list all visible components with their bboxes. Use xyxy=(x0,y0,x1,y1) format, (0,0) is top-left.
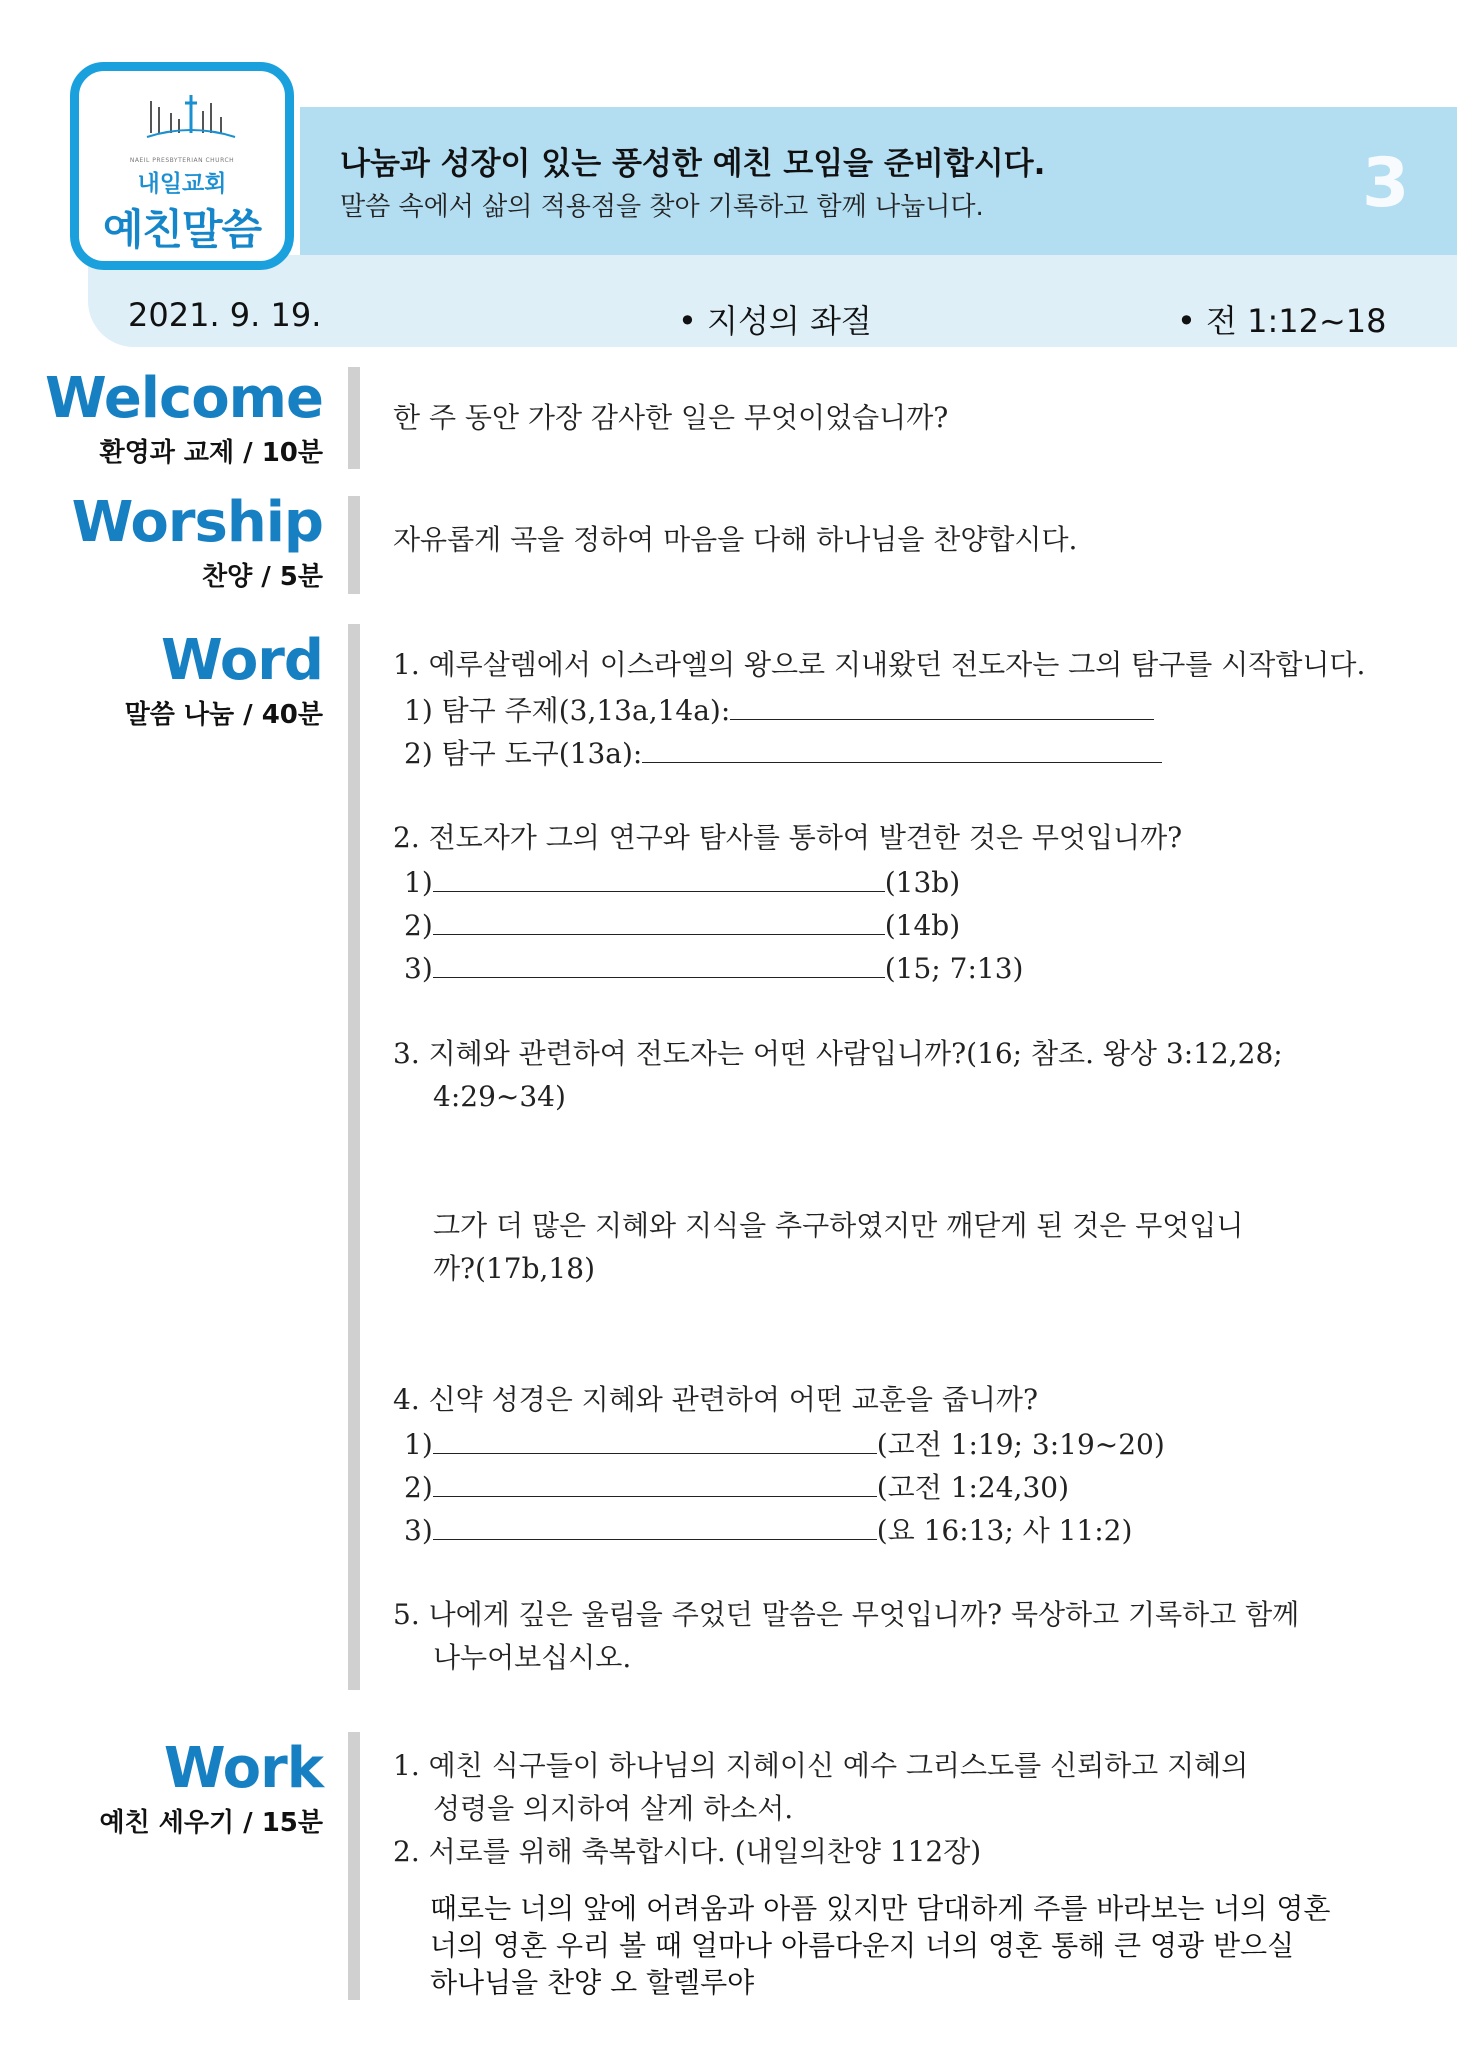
hymn-line: 때로는 너의 앞에 어려움과 아픔 있지만 담대하게 주를 바라보는 너의 영혼 xyxy=(430,1892,1331,1925)
work-subtitle: 예친 세우기 / 15분 xyxy=(99,1808,323,1838)
answer-blank[interactable] xyxy=(433,1472,877,1497)
question-4-1: 1) (고전 1:19; 3:19~20) xyxy=(404,1428,1165,1461)
question-3-line1: 3. 지혜와 관련하여 전도자는 어떤 사람입니까?(16; 참조. 왕상 3:12,28; xyxy=(393,1037,1283,1070)
word-title: Word xyxy=(161,628,323,693)
hymn-lyrics xyxy=(430,1890,1330,2001)
answer-blank[interactable] xyxy=(433,1429,877,1454)
question-3-line2: 4:29~34) xyxy=(433,1080,566,1113)
answer-blank[interactable] xyxy=(433,953,885,978)
church-logo-icon xyxy=(145,93,237,141)
welcome-text: 한 주 동안 가장 감사한 일은 무엇이었습니까? xyxy=(393,401,949,434)
logo-small-text: NAEIL PRESBYTERIAN CHURCH xyxy=(129,157,235,164)
work-title: Work xyxy=(163,1736,323,1801)
question-4: 4. 신약 성경은 지혜와 관련하여 어떤 교훈을 줍니까? xyxy=(393,1383,1038,1416)
question-5-line2: 나누어보십시오. xyxy=(433,1641,632,1674)
welcome-subtitle: 환영과 교제 / 10분 xyxy=(99,438,323,468)
answer-blank[interactable] xyxy=(433,910,885,935)
prayer-1-line1: 1. 예친 식구들이 하나님의 지혜이신 예수 그리스도를 신뢰하고 지혜의 xyxy=(393,1749,1249,1782)
question-3b-line1: 그가 더 많은 지혜와 지식을 추구하였지만 깨닫게 된 것은 무엇입니 xyxy=(433,1209,1244,1242)
answer-blank[interactable] xyxy=(433,867,885,892)
work-bar xyxy=(348,1732,360,2000)
welcome-bar xyxy=(348,367,360,469)
logo-church-name: 내일교회 xyxy=(137,171,227,197)
question-3b-line2: 까?(17b,18) xyxy=(433,1252,595,1285)
header-title: 나눔과 성장이 있는 풍성한 예친 모임을 준비합시다. xyxy=(340,146,1046,182)
page-number: 3 xyxy=(1362,144,1410,223)
question-2-3: 3) (15; 7:13) xyxy=(404,952,1024,985)
question-2-1: 1) (13b) xyxy=(404,866,961,899)
worship-text: 자유롭게 곡을 정하여 마음을 다해 하나님을 찬양합시다. xyxy=(393,523,1078,556)
prayer-1-line2: 성령을 의지하여 살게 하소서. xyxy=(433,1792,794,1825)
question-5-line1: 5. 나에게 깊은 울림을 주었던 말씀은 무엇입니까? 묵상하고 기록하고 함께 xyxy=(393,1598,1300,1631)
question-4-2: 2) (고전 1:24,30) xyxy=(404,1471,1070,1504)
prayer-2: 2. 서로를 위해 축복합시다. (내일의찬양 112장) xyxy=(393,1835,982,1868)
header-subtitle: 말씀 속에서 삶의 적용점을 찾아 기록하고 함께 나눕니다. xyxy=(340,192,984,222)
question-2-2: 2) (14b) xyxy=(404,909,961,942)
answer-blank[interactable] xyxy=(433,1515,877,1540)
word-subtitle: 말씀 나눔 / 40분 xyxy=(124,700,323,730)
question-4-3: 3) (요 16:13; 사 11:2) xyxy=(404,1514,1133,1547)
scripture-reference: • 전 1:12~18 xyxy=(1177,302,1387,340)
welcome-title: Welcome xyxy=(45,366,323,431)
logo-title: 예친말씀 xyxy=(102,205,262,254)
logo xyxy=(70,62,294,270)
question-1-b: 2) 탐구 도구(13a): xyxy=(404,738,1162,768)
hymn-line: 너의 영혼 우리 볼 때 얼마나 아름다운지 너의 영혼 통해 큰 영광 받으실 xyxy=(430,1929,1295,1962)
question-2: 2. 전도자가 그의 연구와 탐사를 통하여 발견한 것은 무엇입니까? xyxy=(393,821,1183,854)
worship-title: Worship xyxy=(71,490,323,555)
answer-blank[interactable] xyxy=(642,738,1162,763)
worship-bar xyxy=(348,496,360,594)
answer-blank[interactable] xyxy=(730,695,1154,720)
topic-title: • 지성의 좌절 xyxy=(678,302,872,340)
hymn-line: 하나님을 찬양 오 할렐루야 xyxy=(430,1966,755,1999)
question-1: 1. 예루살렘에서 이스라엘의 왕으로 지내왔던 전도자는 그의 탐구를 시작합니다. xyxy=(393,648,1366,681)
date: 2021. 9. 19. xyxy=(128,296,322,334)
worship-subtitle: 찬양 / 5분 xyxy=(201,562,323,592)
question-1-a: 1) 탐구 주제(3,13a,14a): xyxy=(404,695,1154,725)
word-bar xyxy=(348,624,360,1690)
